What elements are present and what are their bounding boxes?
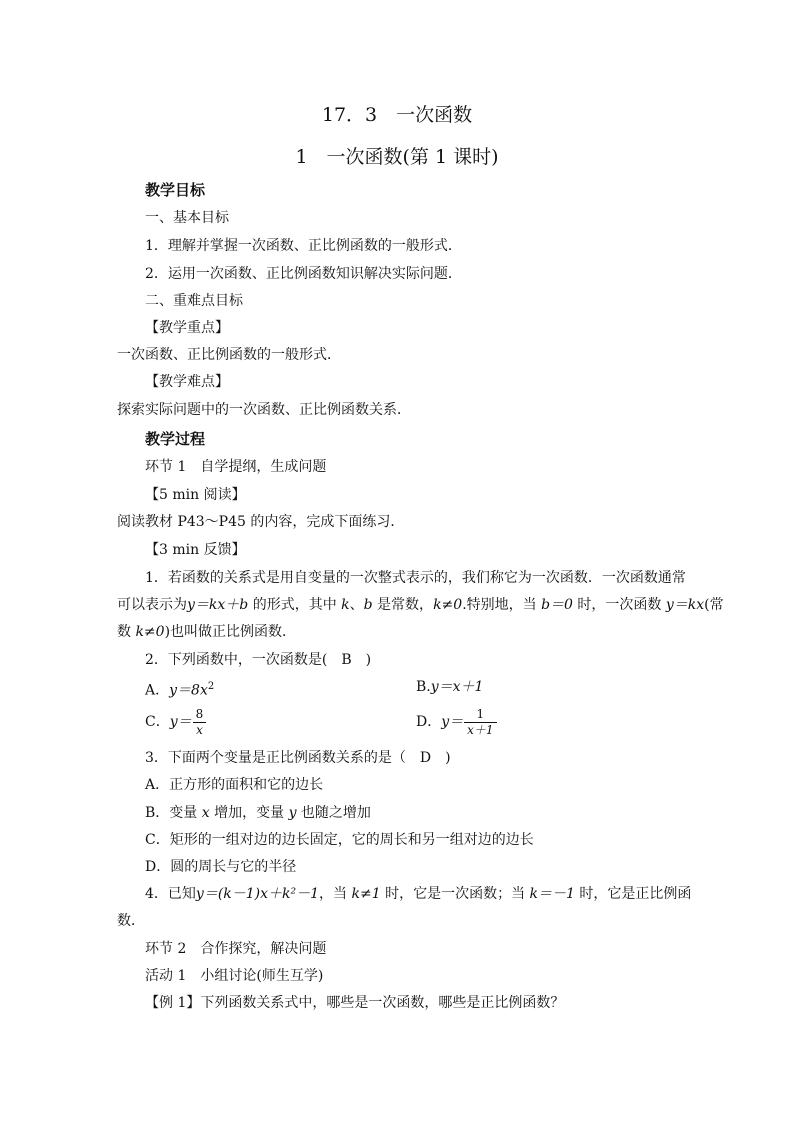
q4-line2: 数． [117, 913, 145, 929]
example1: 【例 1】下列函数关系式中，哪些是一次函数，哪些是正比例函数？ [145, 995, 565, 1011]
fraction-1-over-x-plus-1: $\frac{1}{x+1}$ [464, 707, 496, 738]
q2-stem: 2．下列函数中，一次函数是( B ) [145, 652, 372, 668]
key-point-label: 【教学重点】 [145, 320, 229, 336]
process-heading: 教学过程 [145, 430, 206, 448]
feedback-label: 【3 min 反馈】 [145, 542, 246, 558]
step1-heading: 环节 1 自学提纲，生成问题 [145, 459, 327, 475]
q3-option-b: B．变量 x 增加，变量 y 也随之增加 [145, 805, 371, 821]
read-text: 阅读教材 P43～P45 的内容，完成下面练习． [117, 514, 405, 530]
difficulty-label: 【教学难点】 [145, 374, 229, 390]
q1-line3: 数 k≠0)也叫做正比例函数． [117, 624, 297, 640]
q2-option-c: C．y＝ $\frac{8}{x}$ [145, 704, 206, 740]
q2-option-a: A．$y=8x^2$ [145, 681, 215, 699]
q3-option-a: A．正方形的面积和它的边长 [145, 777, 324, 793]
key-point-text: 一次函数、正比例函数的一般形式． [117, 347, 341, 363]
fraction-8-over-x: $\frac{8}{x}$ [193, 707, 207, 738]
q3-stem: 3．下面两个变量是正比例函数关系的是（ D ) [145, 750, 451, 766]
page-subtitle: 1 一次函数(第 1 课时) [295, 146, 499, 168]
page-title: 17．3 一次函数 [321, 104, 473, 126]
goal-1: 1．理解并掌握一次函数、正比例函数的一般形式． [145, 238, 462, 254]
q4-line1: 4．已知y＝(k－1)x＋k²－1，当 k≠1 时，它是一次函数；当 k＝－1 时，它是正比例函 [145, 886, 692, 902]
q2-option-b: B.y＝x＋1 [416, 679, 484, 695]
q1-line2: 可以表示为y＝kx＋b 的形式，其中 k、b 是常数，k≠0.特别地，当 b＝0 时，一次函数 y＝kx(常 [117, 597, 724, 613]
activity1-heading: 活动 1 小组讨论(师生互学) [145, 968, 324, 984]
goals-heading: 教学目标 [145, 181, 206, 199]
basic-goals-heading: 一、基本目标 [145, 210, 229, 226]
goal-2: 2．运用一次函数、正比例函数知识解决实际问题． [145, 266, 462, 282]
q3-option-c: C．矩形的一组对边的边长固定，它的周长和另一组对边的边长 [145, 832, 534, 848]
q2-option-d: D．y＝ $\frac{1}{x+1}$ [416, 704, 497, 740]
read-label: 【5 min 阅读】 [145, 487, 246, 503]
step2-heading: 环节 2 合作探究，解决问题 [145, 941, 327, 957]
q3-option-d: D．圆的周长与它的半径 [145, 859, 297, 875]
q1-line1: 1．若函数的关系式是用自变量的一次整式表示的，我们称它为一次函数．一次函数通常 [145, 570, 686, 586]
difficulty-text: 探索实际问题中的一次函数、正比例函数关系． [117, 402, 411, 418]
key-goals-heading: 二、重难点目标 [145, 293, 243, 309]
